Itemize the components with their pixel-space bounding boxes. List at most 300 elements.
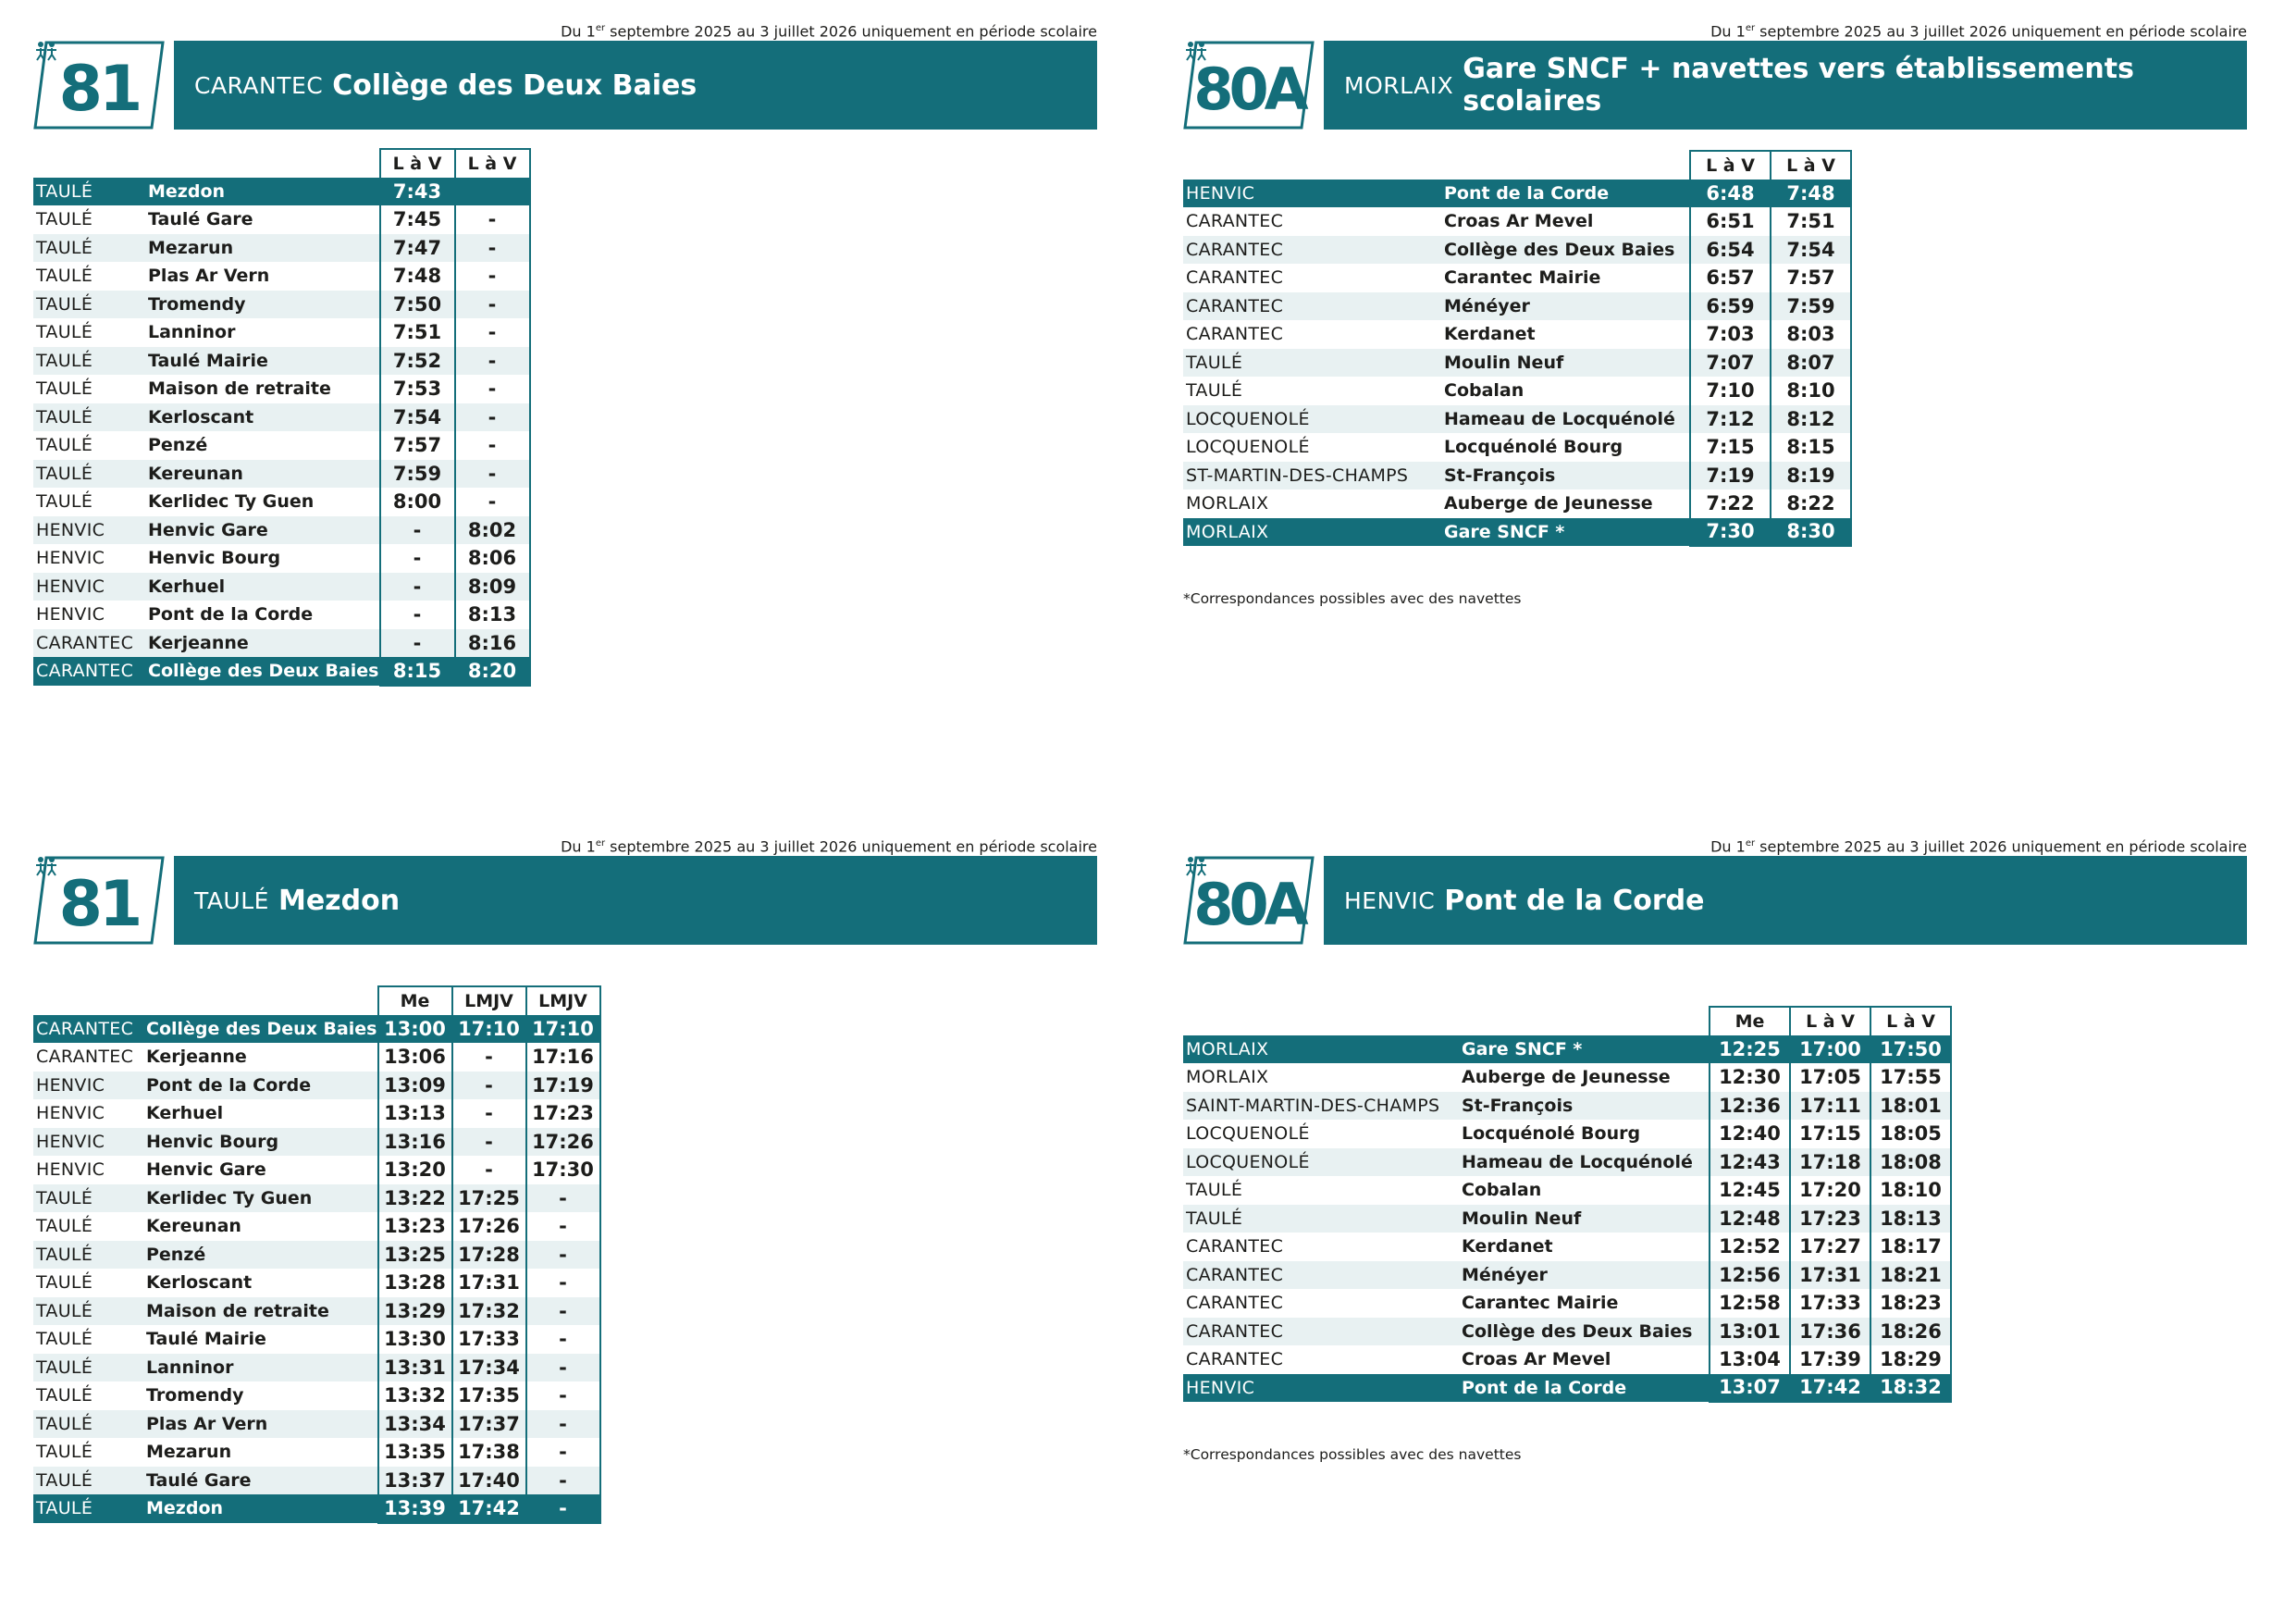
validity-prefix: Du 1 — [561, 837, 596, 856]
day-column-header: L à V — [1690, 151, 1771, 180]
timetable — [1183, 150, 1852, 547]
stop-name: Kerloscant — [142, 403, 380, 432]
stop-town: HENVIC — [36, 548, 105, 569]
departure-time: 12:56 — [1710, 1261, 1790, 1290]
departure-time: - — [455, 205, 530, 234]
header-spacer — [141, 986, 378, 1015]
departure-time: 17:33 — [452, 1325, 526, 1354]
stop-town: TAULÉ — [1183, 349, 1438, 378]
stop-name: Carantec Mairie — [1462, 1293, 1619, 1314]
stop-name: Kerdanet — [1462, 1236, 1553, 1258]
stop-row-kerdanet — [1183, 1233, 1951, 1261]
departure-time: 13:22 — [378, 1184, 452, 1213]
departure-time: 6:51 — [1690, 207, 1771, 236]
departure-time: - — [455, 460, 530, 489]
stop-town: TAULÉ — [36, 1216, 93, 1237]
stop-row-maison-de-retraite — [33, 375, 530, 403]
stop-town: LOCQUENOLÉ — [1183, 405, 1438, 434]
day-column-header: L à V — [1790, 1007, 1870, 1035]
stop-name: Kerhuel — [146, 1103, 224, 1124]
departure-time: - — [526, 1381, 600, 1410]
departure-time: 8:09 — [455, 573, 530, 601]
departure-time: - — [380, 544, 455, 573]
stop-name: Pont de la Corde — [1438, 180, 1690, 208]
departure-time: 17:10 — [526, 1015, 600, 1044]
departure-time: 13:32 — [378, 1381, 452, 1410]
stop-row-meneyer — [1183, 292, 1851, 321]
stop-name: Ménéyer — [1456, 1261, 1710, 1290]
stop-name: Kereunan — [142, 460, 380, 489]
stop-name: Kerhuel — [142, 573, 380, 601]
departure-time: - — [455, 347, 530, 376]
departure-time: - — [526, 1410, 600, 1439]
stop-town: TAULÉ — [36, 1385, 93, 1406]
departure-time: - — [455, 431, 530, 460]
stop-row-mezdon — [33, 178, 530, 206]
stop-row-kerlidec-ty-guen — [33, 1184, 600, 1213]
connections-footnote: *Correspondances possibles avec des navettes — [1183, 590, 1522, 607]
departure-time: 7:45 — [380, 205, 455, 234]
stop-row-pont-de-la-corde — [33, 1072, 600, 1100]
departure-time: 12:30 — [1710, 1063, 1790, 1092]
departure-time: - — [526, 1241, 600, 1270]
day-column-header: Me — [378, 986, 452, 1015]
stop-town: MORLAIX — [1183, 1035, 1456, 1064]
timetable-panel-81-to-carantec — [33, 17, 1097, 682]
stop-row-henvic-gare — [33, 1156, 600, 1184]
departure-time: 6:57 — [1690, 264, 1771, 292]
departure-time: 7:48 — [380, 262, 455, 291]
stop-name: Auberge de Jeunesse — [1462, 1067, 1671, 1088]
departure-time: 13:35 — [378, 1438, 452, 1467]
stop-row-taule-mairie — [33, 1325, 600, 1354]
departure-time: 17:18 — [1790, 1148, 1870, 1177]
stop-name: Henvic Gare — [146, 1159, 266, 1181]
stop-row-kerjeanne — [33, 629, 530, 658]
stop-name: Mezdon — [142, 178, 380, 206]
stop-name: Moulin Neuf — [1456, 1205, 1710, 1233]
stop-town: TAULÉ — [33, 291, 142, 319]
timetable — [33, 985, 601, 1524]
departure-time: 7:50 — [380, 291, 455, 319]
departure-time: 7:59 — [380, 460, 455, 489]
stop-town: CARANTEC — [1186, 211, 1284, 232]
stop-name: Lanninor — [148, 322, 236, 343]
stop-town: CARANTEC — [1186, 1236, 1284, 1258]
timetable-header-row — [33, 986, 600, 1015]
departure-time: 18:10 — [1870, 1176, 1951, 1205]
departure-time: 18:01 — [1870, 1092, 1951, 1121]
stop-row-plas-ar-vern — [33, 262, 530, 291]
stop-town: TAULÉ — [33, 1467, 141, 1495]
departure-time: - — [455, 488, 530, 516]
line-badge — [33, 856, 165, 945]
line-number: 80A — [1193, 56, 1304, 123]
stop-town: TAULÉ — [33, 1184, 141, 1213]
stop-name: Henvic Bourg — [141, 1128, 378, 1157]
stop-name: Kereunan — [146, 1216, 241, 1237]
departure-time: 18:08 — [1870, 1148, 1951, 1177]
destination-town: MORLAIX — [1344, 71, 1454, 99]
stop-row-kerhuel — [33, 573, 530, 601]
departure-time: 13:29 — [378, 1297, 452, 1326]
stop-town: TAULÉ — [36, 378, 93, 400]
stop-town: CARANTEC — [1183, 236, 1438, 265]
departure-time: 8:10 — [1771, 377, 1851, 405]
stop-row-kerlidec-ty-guen — [33, 488, 530, 516]
header-spacer — [1456, 1007, 1710, 1035]
departure-time: 13:00 — [378, 1015, 452, 1044]
stop-row-kereunan — [33, 460, 530, 489]
timetable-header-row — [1183, 1007, 1951, 1035]
stop-row-taule-mairie — [33, 347, 530, 376]
stop-name: Mezarun — [146, 1442, 232, 1463]
stop-town: CARANTEC — [1186, 267, 1284, 289]
stop-town: CARANTEC — [1183, 292, 1438, 321]
departure-time: - — [526, 1184, 600, 1213]
stop-town: TAULÉ — [33, 178, 142, 206]
departure-time: 17:23 — [526, 1099, 600, 1128]
departure-time: 17:33 — [1790, 1289, 1870, 1318]
departure-time: 7:52 — [380, 347, 455, 376]
stop-row-pont-de-la-corde — [1183, 180, 1851, 208]
header-spacer — [33, 149, 142, 178]
route-header — [1183, 856, 2247, 945]
departure-time: 13:28 — [378, 1269, 452, 1297]
departure-time: - — [526, 1212, 600, 1241]
stop-row-locquenole-bourg — [1183, 433, 1851, 462]
stop-name: Pont de la Corde — [148, 604, 314, 626]
departure-time: 17:31 — [452, 1269, 526, 1297]
stop-town: HENVIC — [1183, 180, 1438, 208]
departure-time: 13:01 — [1710, 1318, 1790, 1346]
route-header — [1183, 41, 2247, 130]
departure-time: 17:30 — [526, 1156, 600, 1184]
stop-row-moulin-neuf — [1183, 1205, 1951, 1233]
stop-town: TAULÉ — [33, 347, 142, 376]
destination-stop: Mezdon — [278, 884, 401, 917]
departure-time: 17:16 — [526, 1043, 600, 1072]
timetable-panel-80a-to-henvic — [1183, 832, 2247, 1463]
timetable-header-row — [1183, 151, 1851, 180]
timetable — [33, 148, 531, 687]
departure-time: 12:52 — [1710, 1233, 1790, 1261]
departure-time: 17:40 — [452, 1467, 526, 1495]
stop-row-croas-ar-mevel — [1183, 207, 1851, 236]
validity-ordinal: er — [595, 23, 606, 33]
stop-name: Pont de la Corde — [141, 1072, 378, 1100]
stop-row-auberge-de-jeunesse — [1183, 1063, 1951, 1092]
stop-name: Maison de retraite — [141, 1297, 378, 1326]
departure-time: - — [455, 375, 530, 403]
departure-time: 13:13 — [378, 1099, 452, 1128]
stop-name: Taulé Gare — [141, 1467, 378, 1495]
stop-row-penze — [33, 431, 530, 460]
stop-name: Hameau de Locquénolé — [1438, 405, 1690, 434]
departure-time: 13:34 — [378, 1410, 452, 1439]
validity-ordinal: er — [595, 838, 606, 849]
timetable-panel-81-to-taule — [33, 832, 1097, 1519]
departure-time: 6:54 — [1690, 236, 1771, 265]
departure-time: 8:15 — [380, 657, 455, 686]
stop-name: Lanninor — [141, 1354, 378, 1382]
departure-time: 17:38 — [452, 1438, 526, 1467]
departure-time: 18:29 — [1870, 1345, 1951, 1374]
stop-name: Kerdanet — [1444, 324, 1536, 345]
departure-time: 8:15 — [1771, 433, 1851, 462]
stop-town: CARANTEC — [1186, 1349, 1284, 1370]
stop-town: TAULÉ — [36, 491, 93, 513]
stop-town: TAULÉ — [33, 1241, 141, 1270]
validity-period — [1183, 832, 2247, 856]
stop-row-croas-ar-mevel — [1183, 1345, 1951, 1374]
destination-town: HENVIC — [1344, 886, 1436, 914]
stop-name: Collège des Deux Baies — [1456, 1318, 1710, 1346]
departure-time: 7:57 — [380, 431, 455, 460]
departure-time: - — [380, 629, 455, 658]
stop-town: HENVIC — [33, 573, 142, 601]
departure-time: 12:40 — [1710, 1120, 1790, 1148]
destination-title — [174, 41, 1097, 130]
departure-time: 8:30 — [1771, 518, 1851, 547]
stop-town: TAULÉ — [33, 234, 142, 263]
stop-name: Croas Ar Mevel — [1462, 1349, 1611, 1370]
departure-time: 13:39 — [378, 1494, 452, 1523]
stop-name: Tromendy — [142, 291, 380, 319]
stop-row-mezarun — [33, 1438, 600, 1467]
stop-name: Collège des Deux Baies — [141, 1015, 378, 1044]
departure-time: 8:02 — [455, 516, 530, 545]
departure-time: 7:51 — [380, 318, 455, 347]
header-spacer — [1183, 151, 1438, 180]
day-column-header: LMJV — [526, 986, 600, 1015]
stop-name: Mezdon — [141, 1494, 378, 1523]
stop-row-kereunan — [33, 1212, 600, 1241]
departure-time: 13:25 — [378, 1241, 452, 1270]
departure-time: - — [526, 1325, 600, 1354]
departure-time: 13:30 — [378, 1325, 452, 1354]
departure-time: - — [380, 573, 455, 601]
stop-town: TAULÉ — [1186, 380, 1243, 402]
timetable-header-row — [33, 149, 530, 178]
stop-row-hameau-de-locquenole — [1183, 1148, 1951, 1177]
stop-row-college-des-deux-baies — [33, 657, 530, 686]
stop-name: St-François — [1438, 462, 1690, 490]
departure-time: 17:26 — [452, 1212, 526, 1241]
departure-time: 17:11 — [1790, 1092, 1870, 1121]
stop-town: TAULÉ — [1186, 1180, 1243, 1201]
departure-time: 7:53 — [380, 375, 455, 403]
line-number: 81 — [58, 53, 140, 126]
departure-time: - — [452, 1072, 526, 1100]
departure-time: - — [526, 1354, 600, 1382]
departure-time: 7:54 — [1771, 236, 1851, 265]
stop-name: Mezarun — [142, 234, 380, 263]
stop-name: Hameau de Locquénolé — [1456, 1148, 1710, 1177]
day-column-header: L à V — [455, 149, 530, 178]
stop-town: CARANTEC — [1186, 324, 1284, 345]
departure-time: 7:57 — [1771, 264, 1851, 292]
stop-name: Collège des Deux Baies — [1438, 236, 1690, 265]
stop-row-kerdanet — [1183, 320, 1851, 349]
departure-time: 13:16 — [378, 1128, 452, 1157]
stop-town: TAULÉ — [36, 1329, 93, 1350]
stop-town: MORLAIX — [1183, 518, 1438, 547]
stop-town: HENVIC — [36, 1159, 105, 1181]
stop-row-penze — [33, 1241, 600, 1270]
departure-time: 17:27 — [1790, 1233, 1870, 1261]
departure-time: 13:37 — [378, 1467, 452, 1495]
departure-time: 7:54 — [380, 403, 455, 432]
departure-time: 7:30 — [1690, 518, 1771, 547]
header-spacer — [142, 149, 380, 178]
departure-time: 8:06 — [455, 544, 530, 573]
stop-name: Moulin Neuf — [1438, 349, 1690, 378]
day-column-header: LMJV — [452, 986, 526, 1015]
stop-town: SAINT-MARTIN-DES-CHAMPS — [1183, 1092, 1456, 1121]
stop-town: CARANTEC — [33, 629, 142, 658]
stop-name: Pont de la Corde — [1456, 1374, 1710, 1403]
stop-row-plas-ar-vern — [33, 1410, 600, 1439]
departure-time: 7:22 — [1690, 489, 1771, 518]
departure-time: - — [452, 1128, 526, 1157]
stop-name: Cobalan — [1444, 380, 1524, 402]
line-number: 80A — [1193, 871, 1304, 938]
departure-time: 8:20 — [455, 657, 530, 686]
departure-time: - — [526, 1438, 600, 1467]
departure-time: 18:21 — [1870, 1261, 1951, 1290]
validity-prefix: Du 1 — [1710, 22, 1746, 41]
departure-time: 17:05 — [1790, 1063, 1870, 1092]
departure-time: - — [452, 1156, 526, 1184]
stop-row-cobalan — [1183, 377, 1851, 405]
validity-period — [33, 832, 1097, 856]
stop-row-henvic-gare — [33, 516, 530, 545]
stop-row-mezdon — [33, 1494, 600, 1523]
stop-row-auberge-de-jeunesse — [1183, 489, 1851, 518]
route-header — [33, 856, 1097, 945]
stop-row-mezarun — [33, 234, 530, 263]
stop-row-henvic-bourg — [33, 544, 530, 573]
departure-time: 12:48 — [1710, 1205, 1790, 1233]
departure-time: 17:55 — [1870, 1063, 1951, 1092]
departure-time: 7:43 — [380, 178, 455, 206]
stop-name: Maison de retraite — [148, 378, 331, 400]
departure-time: 17:26 — [526, 1128, 600, 1157]
stop-town: TAULÉ — [36, 266, 93, 287]
stop-name: Cobalan — [1462, 1180, 1542, 1201]
departure-time: 7:07 — [1690, 349, 1771, 378]
day-column-header: L à V — [1870, 1007, 1951, 1035]
route-header — [33, 41, 1097, 130]
stop-name: Croas Ar Mevel — [1444, 211, 1594, 232]
stop-name: Penzé — [141, 1241, 378, 1270]
stop-town: LOCQUENOLÉ — [1183, 1148, 1456, 1177]
timetable-panel-80a-to-morlaix — [1183, 17, 2247, 607]
stop-row-maison-de-retraite — [33, 1297, 600, 1326]
stop-town: HENVIC — [33, 516, 142, 545]
stop-row-kerjeanne — [33, 1043, 600, 1072]
departure-time: 18:05 — [1870, 1120, 1951, 1148]
connections-footnote: *Correspondances possibles avec des navettes — [1183, 1446, 1522, 1463]
validity-prefix: Du 1 — [561, 22, 596, 41]
line-badge — [1183, 856, 1315, 945]
stop-town: LOCQUENOLÉ — [1186, 437, 1310, 458]
departure-time: 17:19 — [526, 1072, 600, 1100]
day-column-header: L à V — [380, 149, 455, 178]
departure-time: - — [455, 262, 530, 291]
departure-time: 6:48 — [1690, 180, 1771, 208]
stop-town: TAULÉ — [36, 435, 93, 456]
departure-time: 17:28 — [452, 1241, 526, 1270]
departure-time: 17:42 — [1790, 1374, 1870, 1403]
stop-town: CARANTEC — [1186, 1293, 1284, 1314]
stop-town: CARANTEC — [1183, 1318, 1456, 1346]
stop-name: Kerlidec Ty Guen — [148, 491, 315, 513]
stop-town: TAULÉ — [33, 460, 142, 489]
validity-suffix: septembre 2025 au 3 juillet 2026 uniquement en période scolaire — [1755, 22, 2247, 41]
departure-time: 17:31 — [1790, 1261, 1870, 1290]
departure-time: 8:16 — [455, 629, 530, 658]
departure-time: - — [455, 234, 530, 263]
stop-town: TAULÉ — [33, 1494, 141, 1523]
stop-row-tromendy — [33, 291, 530, 319]
stop-row-tromendy — [33, 1381, 600, 1410]
departure-time: 17:39 — [1790, 1345, 1870, 1374]
departure-time: 12:25 — [1710, 1035, 1790, 1064]
stop-name: Gare SNCF * — [1438, 518, 1690, 547]
header-spacer — [33, 986, 141, 1015]
departure-time: 6:59 — [1690, 292, 1771, 321]
departure-time: 13:07 — [1710, 1374, 1790, 1403]
stop-town: TAULÉ — [36, 1442, 93, 1463]
stop-row-college-des-deux-baies — [1183, 236, 1851, 265]
stop-row-cobalan — [1183, 1176, 1951, 1205]
departure-time: 8:00 — [380, 488, 455, 516]
stop-town: TAULÉ — [36, 209, 93, 230]
departure-time: 12:45 — [1710, 1176, 1790, 1205]
departure-time: 17:20 — [1790, 1176, 1870, 1205]
stop-row-carantec-mairie — [1183, 264, 1851, 292]
departure-time: 17:35 — [452, 1381, 526, 1410]
departure-time: 17:50 — [1870, 1035, 1951, 1064]
stop-row-pont-de-la-corde — [1183, 1374, 1951, 1403]
departure-time: - — [452, 1043, 526, 1072]
departure-time: 7:59 — [1771, 292, 1851, 321]
departure-time: 17:34 — [452, 1354, 526, 1382]
stop-town: TAULÉ — [36, 1272, 93, 1294]
stop-town: TAULÉ — [36, 322, 93, 343]
departure-time: 18:17 — [1870, 1233, 1951, 1261]
departure-time: 12:36 — [1710, 1092, 1790, 1121]
destination-stop: Pont de la Corde — [1444, 884, 1705, 917]
departure-time: 7:19 — [1690, 462, 1771, 490]
stop-row-lanninor — [33, 318, 530, 347]
departure-time: 13:31 — [378, 1354, 452, 1382]
stop-row-taule-gare — [33, 205, 530, 234]
stop-town: HENVIC — [1183, 1374, 1456, 1403]
stop-name: Taulé Mairie — [146, 1329, 266, 1350]
validity-ordinal: er — [1745, 838, 1756, 849]
validity-suffix: septembre 2025 au 3 juillet 2026 uniquement en période scolaire — [1755, 837, 2247, 856]
validity-ordinal: er — [1745, 23, 1756, 33]
departure-time: 18:26 — [1870, 1318, 1951, 1346]
stop-town: HENVIC — [36, 1103, 105, 1124]
stop-town: CARANTEC — [36, 1047, 134, 1068]
stop-name: Kerlidec Ty Guen — [141, 1184, 378, 1213]
stop-row-carantec-mairie — [1183, 1289, 1951, 1318]
stop-row-college-des-deux-baies — [33, 1015, 600, 1044]
